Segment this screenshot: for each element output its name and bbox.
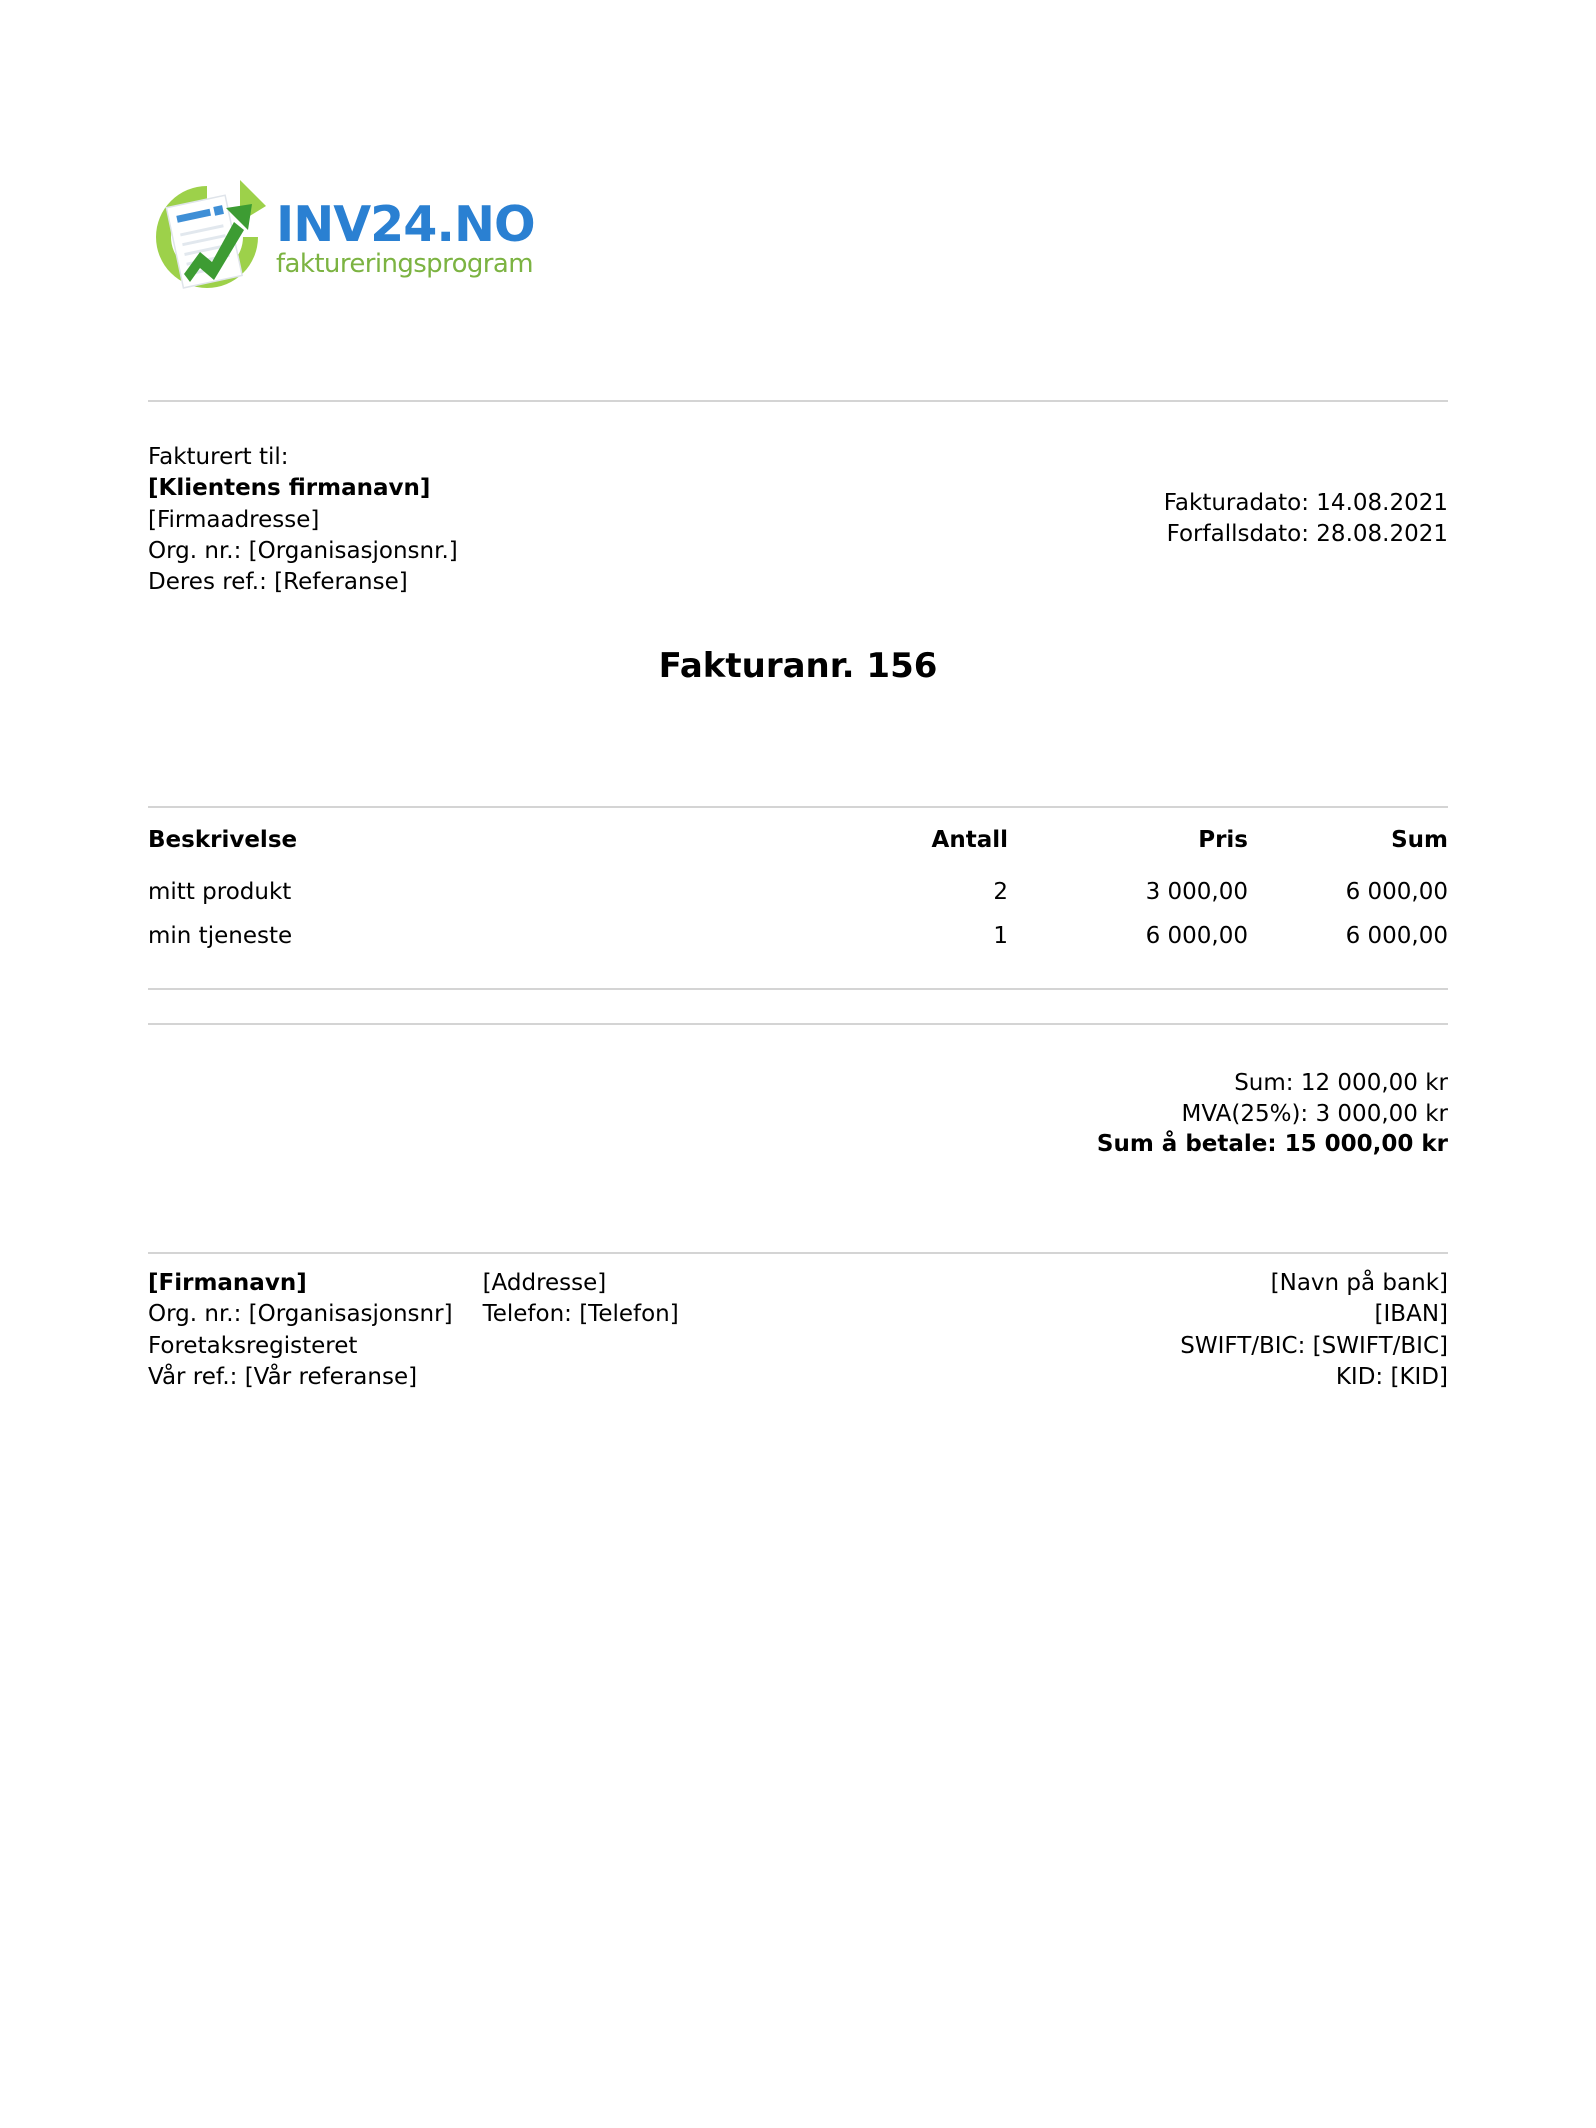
column-header-quantity: Antall [931, 827, 1008, 853]
footer-our-reference: Vår ref.: [Vår referanse] [148, 1363, 418, 1390]
column-header-price: Pris [1198, 827, 1248, 853]
table-row [148, 870, 1448, 914]
totals-block [148, 1068, 1448, 1160]
cell-price: 3 000,00 [1145, 879, 1248, 905]
footer-kid: KID: [KID] [1335, 1363, 1448, 1390]
billing-row [148, 442, 1448, 598]
brand-subtitle: faktureringsprogram [276, 249, 533, 280]
footer-company-block [148, 1268, 453, 1393]
footer-registry: Foretaksregisteret [148, 1332, 358, 1359]
vat-amount: MVA(25%): 3 000,00 kr [1181, 1100, 1448, 1127]
client-address: [Firmaadresse] [148, 506, 320, 533]
invoice-date: Fakturadato: 14.08.2021 [1163, 490, 1448, 516]
brand-logo [148, 178, 535, 296]
cell-quantity: 2 [993, 879, 1008, 905]
page-title: Fakturanr. 156 [658, 646, 938, 686]
footer-bank-name: [Navn på bank] [1270, 1270, 1448, 1296]
due-date: Forfallsdato: 28.08.2021 [1166, 521, 1448, 548]
table-header-row [148, 826, 1448, 870]
invoice-dates-block [1164, 442, 1448, 551]
cell-sum: 6 000,00 [1345, 879, 1448, 905]
line-items-table [148, 826, 1448, 958]
footer-bank-block [1180, 1268, 1448, 1393]
footer-swift-bic: SWIFT/BIC: [SWIFT/BIC] [1180, 1332, 1448, 1359]
footer-address: [Addresse] [482, 1270, 607, 1296]
brand-title: INV24.NO [276, 195, 535, 253]
cell-quantity: 1 [993, 923, 1008, 949]
divider-footer [148, 1252, 1448, 1254]
client-reference: Deres ref.: [Referanse] [148, 569, 408, 596]
invoice-document-arrow-icon [148, 178, 266, 296]
table-row [148, 914, 1448, 958]
footer-contact-block [483, 1268, 679, 1393]
divider-totals [148, 1023, 1448, 1025]
grand-total-amount: Sum å betale: 15 000,00 kr [1096, 1131, 1448, 1158]
footer-phone: Telefon: [Telefon] [482, 1301, 679, 1328]
cell-description: mitt produkt [148, 879, 292, 905]
client-org-number: Org. nr.: [Organisasjonsnr.] [148, 537, 458, 564]
subtotal-amount: Sum: 12 000,00 kr [1234, 1070, 1448, 1096]
footer-org-number: Org. nr.: [Organisasjonsnr] [148, 1301, 453, 1328]
footer-iban: [IBAN] [1374, 1301, 1448, 1328]
column-header-description: Beskrivelse [148, 827, 298, 853]
invoice-footer [148, 1268, 1448, 1393]
footer-company-name: [Firmanavn] [148, 1270, 307, 1296]
bill-to-label: Fakturert til: [148, 444, 289, 470]
divider-table-top [148, 806, 1448, 808]
divider-header [148, 400, 1448, 402]
bill-to-block [148, 442, 458, 598]
brand-wordmark [276, 194, 535, 280]
client-company-name: [Klientens firmanavn] [148, 475, 431, 502]
cell-description: min tjeneste [148, 923, 293, 949]
divider-table-bottom [148, 988, 1448, 990]
column-header-sum: Sum [1391, 827, 1448, 853]
cell-sum: 6 000,00 [1345, 923, 1448, 949]
cell-price: 6 000,00 [1145, 923, 1248, 949]
